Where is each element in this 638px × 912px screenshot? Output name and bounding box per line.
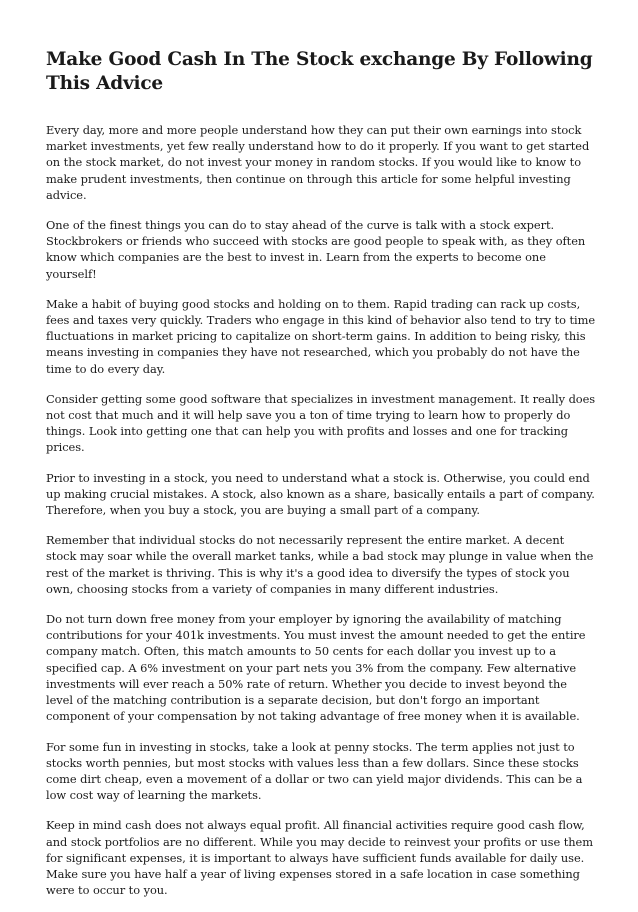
paragraph: Every day, more and more people understand how they can put their own earnings into stock market investments, yet few really understand how to do it properly. If you want to get started on the stock market, do not invest your money in random stocks. If you would like to know to make prudent investments, then continue on through this article for some helpful investing advice. [46,123,590,202]
paragraph: For some fun in investing in stocks, take a look at penny stocks. The term applies not just to stocks worth pennies, but most stocks with values less than a few dollars. Since these stocks come dirt cheap, even a movement of a dollar or two can yield major dividends. This can be a low cost way of learning the markets. [46,739,583,803]
paragraph: Prior to investing in a stock, you need to understand what a stock is. Otherwise, you could end up making crucial mistakes. A stock, also known as a share, basically entails a part of company. Therefore, when you buy a stock, you are buying a small part of a company. [46,470,595,518]
document-page [46,48,596,912]
paragraph: Make a habit of buying good stocks and holding on to them. Rapid trading can rack up costs, fees and taxes very quickly. Traders who engage in this kind of behavior also tend to try to time fluctuations in market pricing to capitalize on short-term gains. In addition to being risky, this means investing in companies they have not researched, which you probably do not have the time to do every day. [46,296,596,376]
paragraph: Do not turn down free money from your employer by ignoring the availability of matching contributions for your 401k investments. You must invest the amount needed to get the entire company match. Often, this match amounts to 50 cents for each dollar you invest up to a specified cap. A 6% investment on your part nets you 3% from the company. Few alternative investments will ever reach a 50% rate of return. Whether you decide to invest beyond the level of the matching contribution is a separate decision, but don't forgo an important component of your compensation by not taking advantage of free money when it is available. [46,612,586,724]
paragraph: One of the finest things you can do to stay ahead of the curve is talk with a stock expert. Stockbrokers or friends who succeed with stocks are good people to speak with, as they often know which companies are the best to invest in. Learn from the experts to become one yourself! [46,218,586,281]
document-title: Make Good Cash In The Stock exchange By Following This Advice [46,49,593,94]
paragraph: Remember that individual stocks do not necessarily represent the entire market. A decent stock may soar while the overall market tanks, while a bad stock may plunge in value when the rest of the market is thriving. This is why it's a good idea to diversify the types of stock you own, choosing stocks from a variety of companies in many different industries. [46,533,594,596]
paragraph: Keep in mind cash does not always equal profit. All financial activities require good cash flow, and stock portfolios are no different. While you may decide to reinvest your profits or use them for significant expenses, it is important to always have sufficient funds available for daily use. Make sure you have half a year of living expenses stored in a safe location in case something were to occur to you. [46,818,593,898]
paragraph: Consider getting some good software that specializes in investment management. It really does not cost that much and it will help save you a ton of time trying to learn how to properly do things. Look into getting one that can help you with profits and losses and one for tracking prices. [46,391,596,455]
